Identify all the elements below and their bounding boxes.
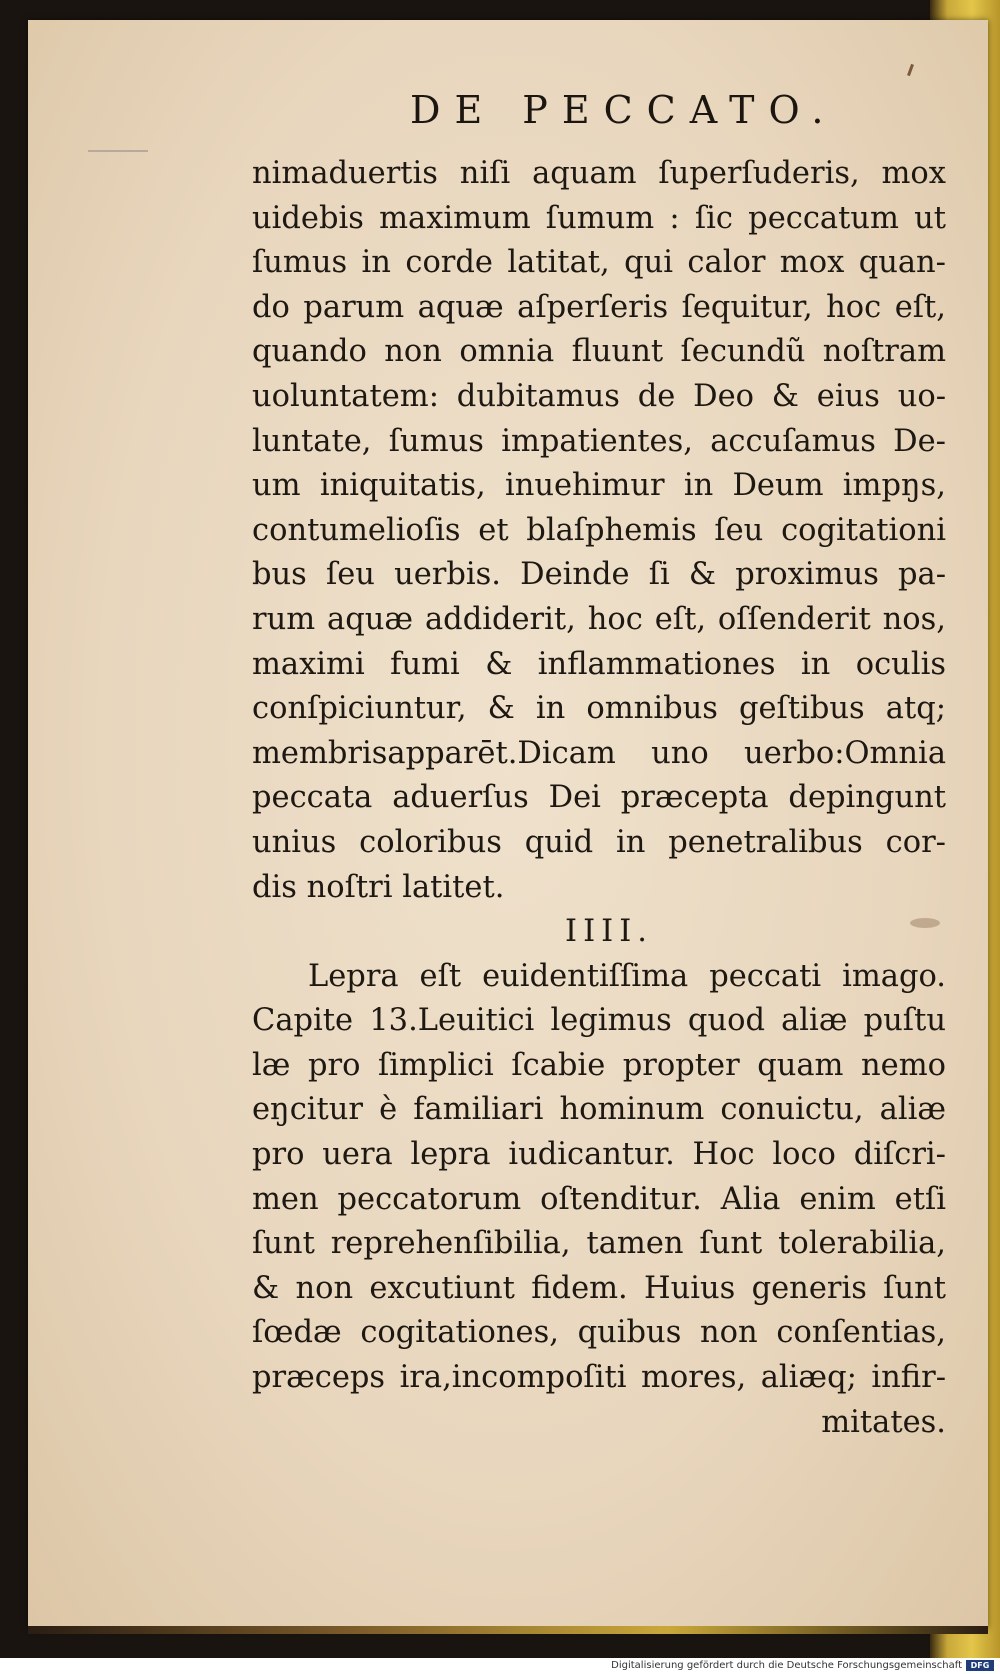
catchword: mitates. <box>821 1404 946 1440</box>
text-line: dis noſtri latitet. <box>252 869 505 905</box>
text-line: quando non omnia fluunt ſecundũ noſtram <box>252 334 946 370</box>
text-line: læ pro ſimplici ſcabie propter quam nemo <box>252 1047 946 1083</box>
running-head: DE PECCATO. <box>410 88 838 132</box>
text-line: unius coloribus quid in penetralibus cor- <box>252 824 946 860</box>
text-line: Lepra eſt euidentiſſima peccati imago. <box>308 958 946 994</box>
section-number: IIII. <box>565 914 653 950</box>
text-line: maximi fumi & inflammationes in oculis <box>252 646 946 682</box>
text-line: membrisapparēt.Dicam uno uerbo:Omnia <box>252 735 946 771</box>
text-line: men peccatorum oſtenditur. Alia enim etſi <box>252 1181 946 1217</box>
text-line: nimaduertis niſi aquam ſuperſuderis, mox <box>252 156 946 191</box>
text-line: ſunt reprehenſibilia, tamen ſunt tolerabilia, <box>252 1226 946 1262</box>
text-line: bus ſeu uerbis. Deinde ſi & proximus pa- <box>252 557 946 593</box>
margin-rule <box>88 150 148 152</box>
text-line: ſumus in corde latitat, qui calor mox quan- <box>252 245 946 281</box>
body-text <box>252 152 946 1445</box>
text-line: conſpiciuntur, & in omnibus geſtibus atq; <box>252 691 946 727</box>
text-line: pro uera lepra iudicantur. Hoc loco diſcri- <box>252 1137 946 1173</box>
text-line: contumelioſis et blaſphemis ſeu cogitationi <box>252 512 946 548</box>
text-line: eŋcitur è familiari hominum conuictu, aliæ <box>252 1092 946 1128</box>
text-line: um iniquitatis, inuehimur in Deum impŋs, <box>252 468 946 504</box>
footer-credit: Digitalisierung gefördert durch die Deutsche Forschungsgemeinschaft <box>611 1660 962 1671</box>
dfg-logo-icon: DFG <box>966 1660 994 1671</box>
text-line: & non excutiunt fidem. Huius generis ſunt <box>252 1270 946 1306</box>
text-line: ſœdæ cogitationes, quibus non conſentias, <box>252 1315 946 1351</box>
text-line: luntate, ſumus impatientes, accuſamus De- <box>252 423 946 459</box>
text-line: peccata aduerſus Dei præcepta depingunt <box>252 780 946 816</box>
text-line: uoluntatem: dubitamus de Deo & eius uo- <box>252 378 946 414</box>
page-bottom-edge <box>28 1626 988 1634</box>
text-line: Capite 13.Leuitici legimus quod aliæ puſtu <box>252 1003 946 1039</box>
text-line: uidebis maximum ſumum : ſic peccatum ut <box>252 200 946 236</box>
text-line: rum aquæ addiderit, hoc eſt, oſſenderit nos, <box>252 601 946 637</box>
text-line: do parum aquæ aſperſeris ſequitur, hoc eſt, <box>252 289 946 325</box>
text-line: præceps ira,incompoſiti mores, aliæq; infir- <box>252 1360 946 1396</box>
